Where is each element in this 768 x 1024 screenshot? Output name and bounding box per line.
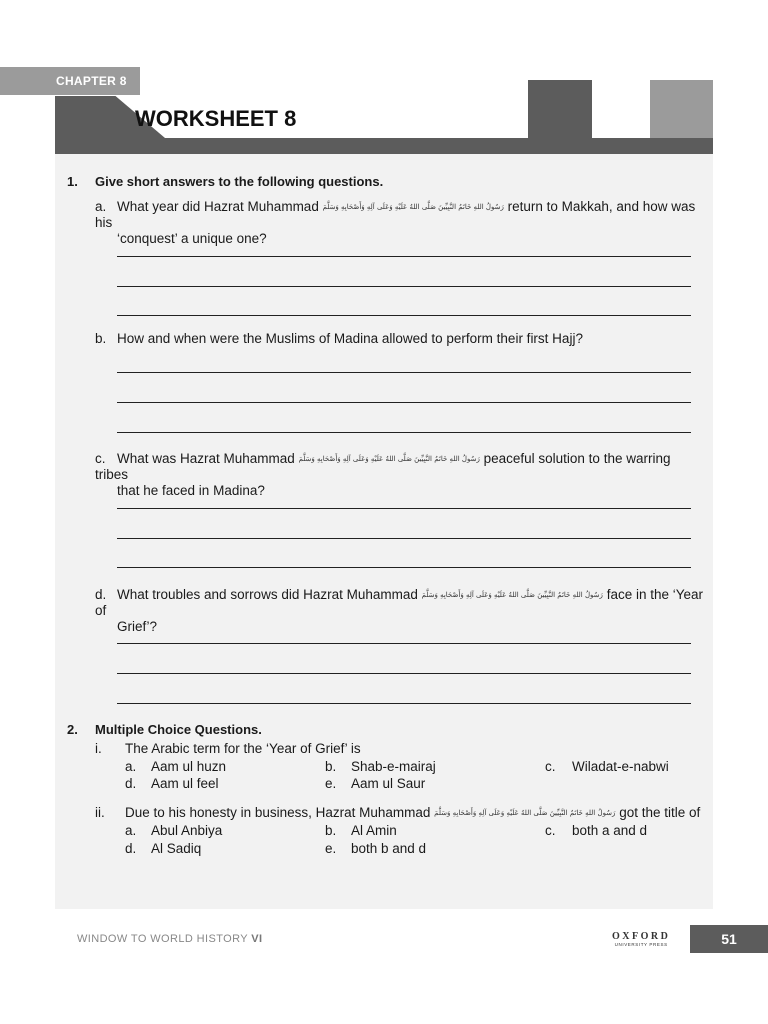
mcq-question-text: Due to his honesty in business, Hazrat Muhammad [125, 805, 431, 820]
mcq-option[interactable] [325, 759, 436, 774]
question-label: b. [95, 331, 107, 346]
section-1-number: 1. [67, 174, 78, 189]
question-label: d. [95, 587, 107, 602]
publisher-logo [612, 931, 670, 948]
header-block-light [650, 80, 713, 138]
option-text: Aam ul feel [151, 776, 219, 791]
option-label: e. [325, 841, 337, 856]
pbuh-calligraphy: رَسُولُ اللهِ خَاتَمُ النَّبِيِّينَ صَلَّى اللهُ عَلَيْهِ وَعَلَى آلِهِ وَأَصْحَابِهِ وَسَلَّمَ [421, 591, 603, 599]
mcq-option[interactable] [125, 759, 226, 774]
mcq-question-text: got the title of [619, 805, 701, 820]
mcq-option[interactable] [545, 823, 647, 838]
option-text: Aam ul huzn [151, 759, 227, 774]
question-text: What troubles and sorrows did Hazrat Muhammad [117, 587, 418, 602]
mcq-option[interactable] [325, 823, 397, 838]
answer-line[interactable] [117, 703, 691, 704]
mcq-number: i. [95, 741, 102, 756]
mcq-option[interactable] [325, 841, 426, 856]
question-label: a. [95, 199, 107, 214]
publisher-sub: UNIVERSITY PRESS [614, 942, 668, 947]
question-text-cont: Grief’? [117, 619, 158, 634]
answer-line[interactable] [117, 402, 691, 403]
question-text: peaceful solution to the warring tribes [95, 451, 671, 482]
question-text-cont: ‘conquest’ a unique one? [117, 231, 267, 246]
header-band [55, 138, 713, 154]
book-title [77, 933, 262, 945]
mcq-question [125, 805, 710, 821]
option-text: Abul Anbiya [151, 823, 223, 838]
book-title-text: WINDOW TO WORLD HISTORY [77, 933, 248, 945]
mcq-option[interactable] [125, 776, 219, 791]
option-text: Wiladat-e-nabwi [572, 759, 669, 774]
answer-line[interactable] [117, 538, 691, 539]
worksheet-title: WORKSHEET 8 [135, 106, 297, 131]
option-text: both b and d [351, 841, 427, 856]
answer-line[interactable] [117, 567, 691, 568]
header-block-dark [528, 80, 592, 138]
option-label: a. [125, 759, 137, 774]
question-a [95, 199, 707, 247]
option-text: Al Sadiq [151, 841, 202, 856]
option-label: c. [545, 759, 556, 774]
option-text: Al Amin [351, 823, 397, 838]
mcq-option[interactable] [125, 841, 201, 856]
mcq-question: The Arabic term for the ‘Year of Grief’ is [125, 741, 361, 756]
question-text: return to Makkah, and how was his [95, 199, 696, 230]
chapter-label: CHAPTER 8 [0, 67, 140, 95]
option-label: d. [125, 776, 137, 791]
mcq-option[interactable] [125, 823, 222, 838]
section-1-heading: Give short answers to the following questions. [95, 174, 384, 189]
option-label: b. [325, 759, 337, 774]
publisher-name: OXFORD [612, 931, 671, 942]
answer-line[interactable] [117, 372, 691, 373]
book-volume: VI [251, 933, 263, 945]
mcq-number: ii. [95, 805, 105, 820]
mcq-option[interactable] [325, 776, 425, 791]
option-text: Shab-e-mairaj [351, 759, 436, 774]
answer-line[interactable] [117, 643, 691, 644]
answer-line[interactable] [117, 673, 691, 674]
option-label: c. [545, 823, 556, 838]
answer-line[interactable] [117, 256, 691, 257]
question-text-cont: that he faced in Madina? [117, 483, 265, 498]
option-label: a. [125, 823, 137, 838]
question-text: How and when were the Muslims of Madina allowed to perform their first Hajj? [117, 331, 583, 346]
question-label: c. [95, 451, 106, 466]
option-text: both a and d [572, 823, 648, 838]
pbuh-calligraphy: رَسُولُ اللهِ خَاتَمُ النَّبِيِّينَ صَلَّى اللهُ عَلَيْهِ وَعَلَى آلِهِ وَأَصْحَابِهِ وَسَلَّمَ [298, 455, 480, 463]
pbuh-calligraphy: رَسُولُ اللهِ خَاتَمُ النَّبِيِّينَ صَلَّى اللهُ عَلَيْهِ وَعَلَى آلِهِ وَأَصْحَابِهِ وَسَلَّمَ [434, 809, 616, 817]
option-label: b. [325, 823, 337, 838]
mcq-option[interactable] [545, 759, 669, 774]
worksheet-panel [55, 154, 713, 909]
answer-line[interactable] [117, 315, 691, 316]
question-text: What year did Hazrat Muhammad [117, 199, 319, 214]
question-text: face in the ‘Year of [95, 587, 704, 618]
option-text: Aam ul Saur [351, 776, 426, 791]
answer-line[interactable] [117, 432, 691, 433]
answer-line[interactable] [117, 508, 691, 509]
section-2-heading: Multiple Choice Questions. [95, 722, 262, 737]
question-text: What was Hazrat Muhammad [117, 451, 295, 466]
question-c [95, 451, 707, 499]
answer-line[interactable] [117, 286, 691, 287]
question-b [95, 331, 707, 347]
page-number: 51 [690, 925, 768, 953]
option-label: d. [125, 841, 137, 856]
question-d [95, 587, 707, 635]
option-label: e. [325, 776, 337, 791]
pbuh-calligraphy: رَسُولُ اللهِ خَاتَمُ النَّبِيِّينَ صَلَّى اللهُ عَلَيْهِ وَعَلَى آلِهِ وَأَصْحَابِهِ وَسَلَّمَ [322, 203, 504, 211]
section-2-number: 2. [67, 722, 78, 737]
